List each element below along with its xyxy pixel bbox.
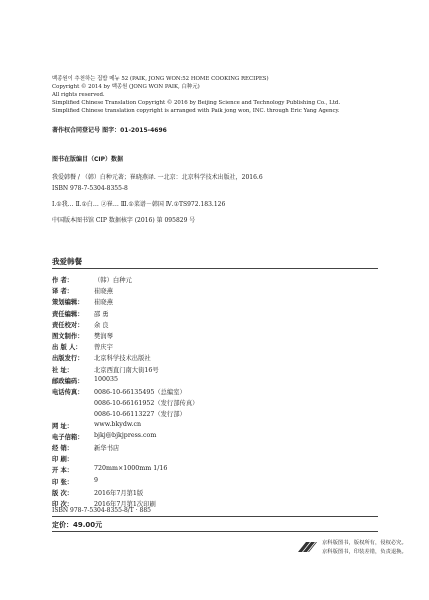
field-label: 印 次：: [52, 501, 74, 508]
field-label: 出版发行：: [52, 355, 84, 363]
price: 定价：49.00元: [52, 521, 103, 529]
field-value: 邵 勇: [94, 310, 109, 318]
field-value: 2016年7月第1次印刷: [94, 501, 156, 508]
field-label: 译 者：: [52, 288, 74, 296]
footer-rights: 京科版图书，版权所有，侵权必究。: [322, 540, 407, 546]
cip-heading: 图书在版编目（CIP）数据: [52, 156, 124, 163]
field-value: 北京西直门南大街16号: [94, 366, 159, 374]
publisher-logo-icon: [296, 540, 318, 554]
field-label: 印 张：: [52, 478, 74, 486]
field-label: 版 次：: [52, 489, 74, 497]
footer-returns: 京科版图书，印装差错，负责退换。: [322, 549, 407, 555]
field-label: 责任校对：: [52, 321, 84, 329]
field-value: 余 良: [94, 321, 109, 329]
cip-line: 我爱韩餐 / （韩）白种元著；崔晓燕译. 一北京：北京科学技术出版社，2016.6: [52, 174, 263, 181]
field-label: 电话传真：: [52, 389, 84, 396]
field-label: 责任编辑：: [52, 310, 84, 318]
field-value: 曾庆宇: [94, 344, 113, 352]
field-value: 0086-10-66135495（总编室）: [94, 389, 186, 396]
registration-number: 著作权合同登记号 图字：01-2015-4696: [52, 127, 167, 134]
field-value: 新华书店: [94, 445, 120, 452]
field-label: 开 本：: [52, 467, 74, 475]
field-value: 2016年7月第1版: [94, 489, 144, 497]
book-title: 我爱韩餐: [52, 257, 82, 266]
field-value: 北京科学技术出版社: [94, 355, 151, 363]
field-value: 720mm×1000mm 1/16: [94, 465, 168, 473]
field-value: 崔晓燕: [94, 288, 113, 296]
rights-line: All rights reserved.: [52, 92, 105, 98]
field-label: 电子信箱：: [52, 433, 84, 441]
divider-isbn: [52, 516, 378, 517]
original-title: 백종원이 추천하는 집밥 메뉴 52 (PAIK, JONG WON:52 HOME COOKING RECIPES): [52, 76, 269, 82]
field-label: 网 址：: [52, 422, 74, 430]
book-isbn: ISBN 978-7-5304-8355-8/T · 885: [52, 507, 151, 514]
field-label: 经 销：: [52, 445, 74, 452]
field-value: 9: [94, 476, 99, 484]
field-label: 社 址：: [52, 366, 74, 374]
field-label: 策划编辑：: [52, 299, 84, 307]
field-value: 0086-10-66113227（发行部）: [94, 411, 186, 419]
field-value: （韩）白种元: [94, 277, 132, 284]
divider-bottom: [52, 531, 378, 532]
cip-isbn: ISBN 978-7-5304-8355-8: [52, 185, 128, 192]
field-value: bjkj@bjkjpress.com: [94, 431, 157, 439]
field-value: 0086-10-66161952（发行部传真）: [94, 400, 199, 408]
divider-top: [52, 268, 378, 269]
cip-classification: Ⅰ.①我… Ⅱ.①白… ②崔… Ⅲ.①菜谱－韩国 Ⅳ.①TS972.183.126: [52, 201, 226, 208]
field-label: 作 者：: [52, 277, 74, 284]
field-label: 图文制作：: [52, 333, 84, 340]
field-label: 邮政编码：: [52, 377, 84, 385]
field-label: 出 版 人：: [52, 344, 82, 352]
field-value: 樊润琴: [94, 333, 113, 340]
copyright-line: Copyright © 2014 by 백종원 (JONG WON PAIK, 白种元): [52, 84, 200, 90]
arrangement-line: Simplified Chinese translation copyright is arranged with Paik jong won, INC. through Eric Yang Agency.: [52, 108, 340, 114]
cip-record: 中国版本图书馆 CIP 数据核字 (2016) 第 095829 号: [52, 217, 196, 224]
field-value: 崔晓燕: [94, 299, 113, 307]
field-value: www.bkydw.cn: [94, 420, 142, 428]
field-label: 印 刷：: [52, 456, 74, 464]
translation-copyright: Simplified Chinese Translation Copyright © 2016 by Beijing Science and Technology Publishing Co., Ltd.: [52, 100, 341, 106]
field-value: 100035: [94, 375, 119, 383]
